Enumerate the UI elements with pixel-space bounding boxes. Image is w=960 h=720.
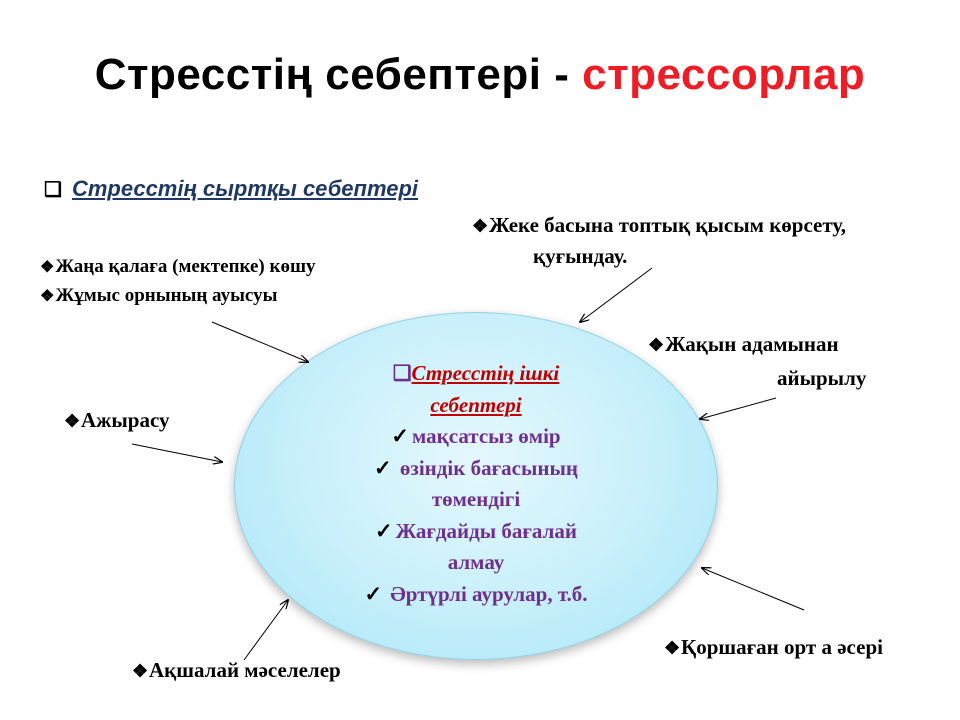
check-icon: ✓ [375, 518, 393, 543]
checkbox-square-icon: ❑ [44, 179, 62, 201]
internal-item-text: мақсатсыз өмір [412, 424, 561, 448]
internal-heading-line1: Стресстің ішкі [411, 361, 560, 385]
diamond-bullet-icon: ❖ [472, 216, 488, 236]
internal-item-text: Әртүрлі аурулар, т.б. [385, 581, 588, 606]
cause-group-pressure-text: Жеке басына топтық қысым көрсету, [489, 213, 847, 237]
internal-item-text: Жағдайды бағалай [395, 518, 577, 543]
arrow-relocation [212, 322, 308, 362]
check-icon: ✓ [364, 581, 383, 606]
arrow-environment [702, 568, 804, 610]
arrow-money [244, 600, 288, 660]
diamond-bullet-icon: ❖ [40, 259, 55, 276]
cause-money-text: Ақшалай мәселелер [149, 658, 341, 682]
cause-loss-text: Жақын адамынан [665, 332, 839, 356]
arrow-group-pressure [580, 268, 652, 322]
cause-divorce-text: Ажырасу [81, 408, 170, 432]
cause-job-change-text: Жұмыс орнының ауысуы [55, 285, 278, 306]
check-icon: ✓ [374, 455, 392, 480]
checkbox-square-icon: ❑ [392, 361, 412, 385]
internal-item-cont: төмендігі [431, 487, 521, 511]
check-icon: ✓ [391, 424, 409, 448]
cause-environment-text: Қоршаған орт а әсері [681, 635, 883, 659]
internal-item-cont: алмау [447, 550, 505, 574]
arrow-loss [700, 398, 776, 419]
diamond-bullet-icon: ❖ [648, 335, 664, 355]
arrow-divorce [132, 444, 222, 462]
internal-heading-line2: себептері [430, 392, 522, 417]
external-causes-label: Стресстің сыртқы себептері [71, 176, 419, 201]
cause-group-pressure-cont: қуғындау. [533, 244, 628, 268]
internal-item-text: өзіндік бағасының [394, 455, 578, 480]
title-accent: стрессорлар [582, 50, 866, 99]
diamond-bullet-icon: ❖ [132, 661, 148, 681]
title-main: Стресстің себептері - [94, 50, 583, 99]
diamond-bullet-icon: ❖ [64, 411, 80, 431]
diamond-bullet-icon: ❖ [664, 638, 680, 658]
cause-relocation-text: Жаңа қалаға (мектепке) көшу [55, 256, 316, 277]
diamond-bullet-icon: ❖ [40, 288, 55, 305]
cause-loss-cont: айырылу [777, 366, 867, 390]
